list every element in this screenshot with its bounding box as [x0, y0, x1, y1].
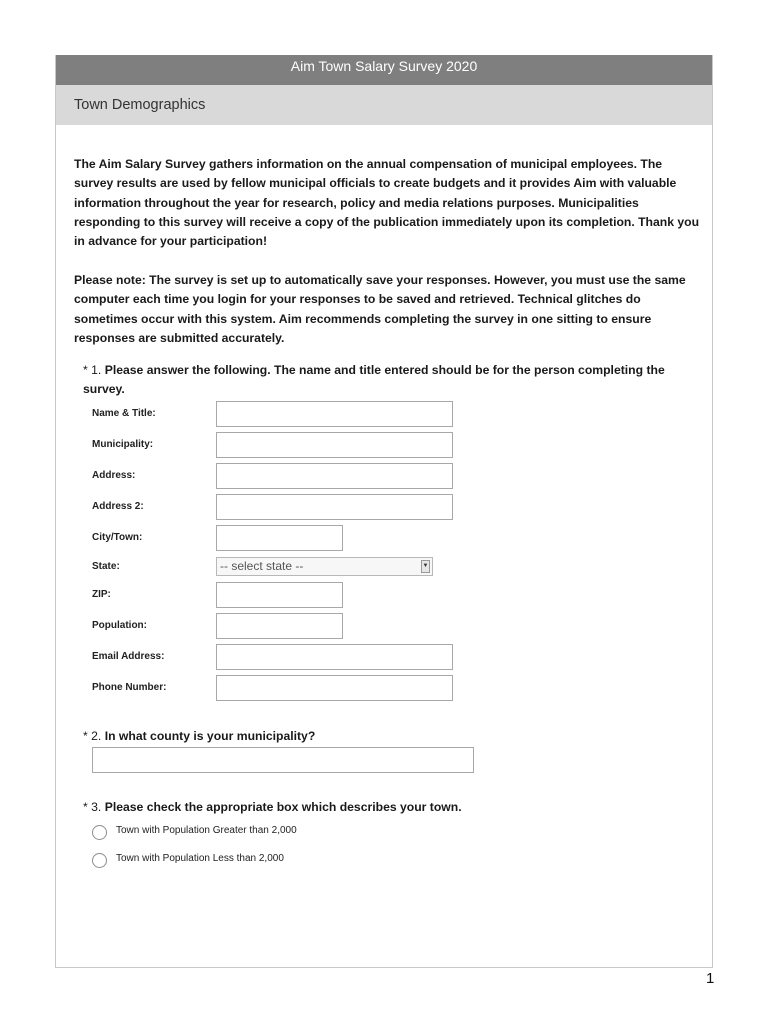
state-label: State:	[92, 561, 120, 572]
municipality-label: Municipality:	[92, 439, 154, 450]
radio-option-less[interactable]	[92, 852, 492, 872]
state-selected-value: -- select state --	[220, 559, 304, 573]
email-input[interactable]	[216, 644, 453, 670]
radio-option-label[interactable]: Town with Population Less than 2,000	[116, 853, 284, 864]
note-paragraph: Please note: The survey is set up to automatically save your responses. However, you must use the same computer each time you login for your responses to be saved and retrieved. Technical glitches do sometimes occur with this system. Aim recommends completing the survey in one sitting to ensure responses are submitted accurately.	[74, 273, 686, 345]
field-zip	[92, 582, 692, 608]
field-municipality	[92, 432, 692, 458]
municipality-input[interactable]	[216, 432, 453, 458]
name-title-input[interactable]	[216, 401, 453, 427]
radio-button[interactable]	[92, 853, 107, 868]
field-state	[92, 554, 692, 580]
field-name-title	[92, 401, 692, 427]
email-label: Email Address:	[92, 651, 165, 662]
radio-option-label[interactable]: Town with Population Greater than 2,000	[116, 825, 297, 836]
question-2	[83, 727, 703, 746]
city-input[interactable]	[216, 525, 343, 551]
address-2-input[interactable]	[216, 494, 453, 520]
field-address	[92, 463, 692, 489]
population-label: Population:	[92, 620, 147, 631]
question-1	[83, 361, 703, 400]
field-email	[92, 644, 692, 670]
city-label: City/Town:	[92, 532, 143, 543]
name-title-label: Name & Title:	[92, 408, 156, 419]
field-phone	[92, 675, 692, 701]
population-input[interactable]	[216, 613, 343, 639]
question-3-marker: * 3.	[83, 800, 102, 814]
question-2-marker: * 2.	[83, 729, 102, 743]
page-number: 1	[706, 970, 715, 987]
address-label: Address:	[92, 470, 136, 481]
address-input[interactable]	[216, 463, 453, 489]
survey-page	[55, 55, 713, 968]
county-input[interactable]	[92, 747, 474, 773]
field-population	[92, 613, 692, 639]
state-select[interactable]	[216, 557, 433, 576]
chevron-down-icon[interactable]: ▼	[421, 560, 430, 573]
survey-title: Aim Town Salary Survey 2020	[56, 55, 712, 85]
question-3-text: Please check the appropriate box which describes your town.	[104, 800, 462, 814]
phone-input[interactable]	[216, 675, 453, 701]
question-1-text: Please answer the following. The name and title entered should be for the person completing the survey.	[83, 363, 665, 397]
section-heading: Town Demographics	[56, 85, 712, 125]
field-address-2	[92, 494, 692, 520]
zip-label: ZIP:	[92, 589, 111, 600]
radio-option-greater[interactable]	[92, 824, 492, 844]
address-2-label: Address 2:	[92, 501, 144, 512]
field-city	[92, 525, 692, 551]
zip-input[interactable]	[216, 582, 343, 608]
intro-paragraph: The Aim Salary Survey gathers information on the annual compensation of municipal employees. The survey results are used by fellow municipal officials to create budgets and it provides Aim with valuable information throughout the year for research, policy and media relations purposes. Municipalities responding to this survey will receive a copy of the publication immediately upon its completion. Thank you in advance for your participation!	[74, 157, 700, 249]
phone-label: Phone Number:	[92, 682, 167, 693]
question-2-text: In what county is your municipality?	[104, 729, 316, 743]
radio-button[interactable]	[92, 825, 107, 840]
question-1-marker: * 1.	[83, 363, 102, 377]
question-3	[83, 798, 703, 817]
